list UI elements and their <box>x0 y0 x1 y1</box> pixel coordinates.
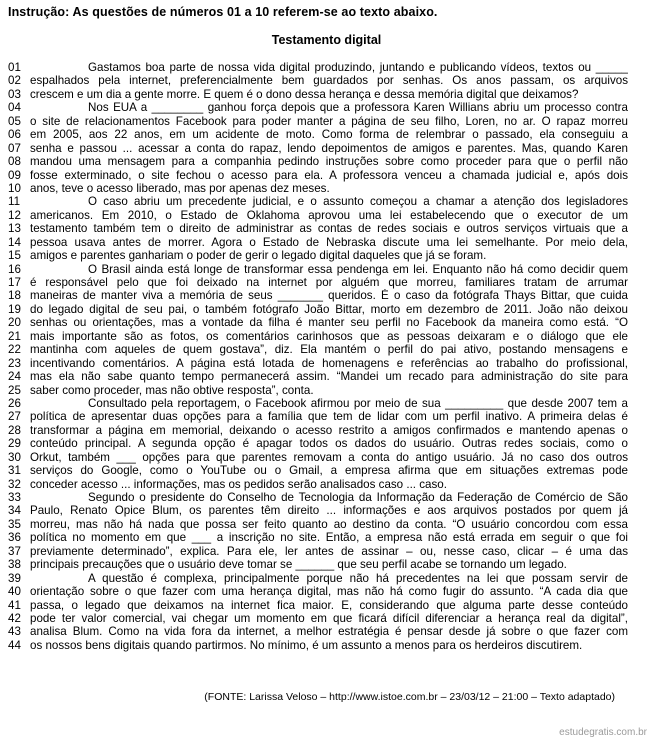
line-text: Paulo, Renato Opice Blum, os parentes têm direito ... informações e aos arquivos postados por quem já <box>30 504 628 518</box>
line-text: mandou uma mensagem para a companhia pedindo instruções sobre como proceder para que o perfil não <box>30 155 628 169</box>
line-number: 13 <box>8 222 21 236</box>
line-number: 07 <box>8 141 21 155</box>
line-text: O Brasil ainda está longe de transformar essa pendenga em lei. Enquanto não há como decidir quem <box>88 262 628 276</box>
text-line <box>8 612 628 625</box>
text-line <box>8 88 628 101</box>
line-number: 10 <box>8 181 21 195</box>
line-number: 30 <box>8 450 21 464</box>
text-line <box>8 330 628 343</box>
line-text: maneiras de manter viva a memória de seus _______ queridos. É o caso da fotógrafa Thays Bittar, que cuida <box>30 289 628 303</box>
line-number: 38 <box>8 558 21 572</box>
text-line <box>8 397 628 410</box>
line-number: 18 <box>8 289 21 303</box>
text-line <box>8 303 628 316</box>
line-number: 05 <box>8 114 21 128</box>
line-text: passa, o legado que deixamos na internet fica maior. E, considerando que alguma parte desse conteúdo <box>30 598 628 612</box>
text-line <box>8 128 628 141</box>
text-line <box>8 384 628 397</box>
line-number: 34 <box>8 504 21 518</box>
line-text: mas ela não sabe quanto tempo permanecerá assim. “Mandei um recado para administração do site para <box>30 370 628 384</box>
text-line <box>8 357 628 370</box>
line-number: 04 <box>8 101 21 115</box>
line-number: 23 <box>8 356 21 370</box>
line-text: amigos e parentes ganhariam o poder de gerir o legado digital daqueles que já se foram. <box>30 249 487 263</box>
text-line <box>8 639 628 652</box>
line-number: 33 <box>8 491 21 504</box>
line-text: principais precauções que o usuário deve tomar se ______ que seu perfil acabe se tornando um legado. <box>30 558 567 572</box>
line-number: 11 <box>8 195 21 209</box>
line-text: fosse exterminado, o site fechou o acesso para ela. A professora venceu a chamada judicial e, após dois <box>30 168 628 182</box>
text-line <box>8 236 628 249</box>
line-number: 40 <box>8 585 21 599</box>
line-number: 20 <box>8 316 21 330</box>
text-line <box>8 625 628 638</box>
line-text: morreu, mas não há nada que possa ser feito quanto ao destino da conta. “O usuário concordou com essa <box>30 517 628 531</box>
line-number: 36 <box>8 531 21 545</box>
text-line <box>8 142 628 155</box>
line-text: os nossos bens digitais quando partirmos. No mínimo, é um assunto a menos para os herdeiros discutirem. <box>30 638 583 652</box>
line-number: 43 <box>8 625 21 639</box>
line-text: pode ter valor comercial, vai chegar um momento em que ficará difícil diferenciar a herança real da digital”, <box>30 611 628 625</box>
text-line <box>8 572 628 585</box>
numbered-text-body <box>8 61 628 652</box>
text-line <box>8 599 628 612</box>
line-text: saber como proceder, mas não obtive resposta”, conta. <box>30 383 314 397</box>
text-line <box>8 155 628 168</box>
line-text: Consultado pela reportagem, o Facebook afirmou por meio de sua _________ que desde 2007 tem a <box>88 396 628 410</box>
line-text: Gastamos boa parte de nossa vida digital produzindo, juntando e publicando vídeos, textos ou _____ <box>88 61 628 74</box>
text-line <box>8 464 628 477</box>
line-text: em 2005, aos 22 anos, em um acidente de moto. Como forma de relembrar o passado, ela conseguiu a <box>30 128 628 142</box>
text-line <box>8 289 628 302</box>
line-number: 29 <box>8 437 21 451</box>
line-text: crescem e um dia a gente morre. E quem é o dono dessa herança e dessa memória digital que deixamos? <box>30 87 579 101</box>
line-text: senhas ou orientações, mas a vontade da filha é manter seu perfil no Facebook da maneira como está. “O <box>30 316 628 330</box>
line-text: orientação sobre o que fazer com uma herança digital, mas não há como fugir do assunto. “A cada dia que <box>30 585 628 599</box>
text-line <box>8 518 628 531</box>
text-line <box>8 101 628 114</box>
line-number: 02 <box>8 74 21 88</box>
line-number: 03 <box>8 87 21 101</box>
text-line <box>8 478 628 491</box>
line-number: 09 <box>8 168 21 182</box>
line-number: 32 <box>8 477 21 491</box>
line-number: 22 <box>8 343 21 357</box>
text-line <box>8 531 628 544</box>
line-number: 21 <box>8 329 21 343</box>
line-text: anos, teve o acesso liberado, mas por apenas dez meses. <box>30 181 330 195</box>
line-text: mais importante são as fotos, os comentários carinhosos que as pessoas deixaram e o diálogo que ele <box>30 329 628 343</box>
text-line <box>8 61 628 74</box>
line-number: 19 <box>8 302 21 316</box>
document-title: Testamento digital <box>271 33 382 47</box>
line-text: transformar a página em memorial, deixando o acesso restrito a amigos confirmados e mantendo apenas o <box>30 423 628 437</box>
line-text: é responsável pelo que foi deixado na internet por alguém que morreu, familiares tratam de arrumar <box>30 276 628 289</box>
text-line <box>8 491 628 504</box>
text-line <box>8 115 628 128</box>
line-text: Orkut, também ___ opções para que parentes removam a conta do antigo usuário. Já no caso dos outros <box>30 450 628 464</box>
line-text: incentivando comentários. A página está lotada de homenagens e referências ao trabalho do profissional, <box>30 356 628 370</box>
line-number: 15 <box>8 249 21 263</box>
line-number: 39 <box>8 571 21 585</box>
line-text: conceder acesso ... informações, mas os pedidos serão analisados caso ... caso. <box>30 477 447 491</box>
line-text: espalhados pela internet, preferencialmente bem guardados por senhas. Os anos passam, os arquivos <box>30 74 628 88</box>
text-line <box>8 263 628 276</box>
line-text: pessoa usava antes de morrer. Agora o Estado de Nebraska discute uma lei semelhante. Por meio dela, <box>30 235 628 249</box>
text-line <box>8 370 628 383</box>
line-text: Nos EUA a ________ ganhou força depois que a professora Karen Willians abriu um processo contra <box>88 101 628 115</box>
line-number: 08 <box>8 155 21 169</box>
line-number: 01 <box>8 61 21 74</box>
line-text: senha e passou ... acessar a conta do rapaz, lendo depoimentos de amigos e parentes. Mas, quando Karen <box>30 141 628 155</box>
text-line <box>8 343 628 356</box>
line-number: 26 <box>8 396 21 410</box>
text-line <box>8 249 628 262</box>
line-text: previamente determinado”, explica. Para ele, ler antes de assinar – ou, nesse caso, clicar – é uma das <box>30 544 628 558</box>
line-text: serviços do Google, como o YouTube ou o Gmail, a empresa afirma que em situações extremas pode <box>30 464 628 478</box>
text-line <box>8 195 628 208</box>
text-line <box>8 558 628 571</box>
line-text: A questão é complexa, principalmente porque não há precedentes na lei que possam servir de <box>88 571 628 585</box>
line-number: 25 <box>8 383 21 397</box>
line-number: 27 <box>8 410 21 424</box>
line-text: do legado digital de seu pai, o também fotógrafo João Bittar, morto em dezembro de 2011. João não deixou <box>30 302 628 316</box>
line-number: 16 <box>8 262 21 276</box>
line-number: 24 <box>8 370 21 384</box>
line-number: 31 <box>8 464 21 478</box>
line-number: 44 <box>8 638 21 652</box>
line-number: 17 <box>8 276 21 289</box>
line-text: testamento também tem o direito de administrar as contas de redes sociais e outros serviços virtuais que a <box>30 222 628 236</box>
line-number: 06 <box>8 128 21 142</box>
line-number: 35 <box>8 517 21 531</box>
line-text: o site de relacionamentos Facebook para poder manter a página de seu filho, Loren, no ar. O rapaz morreu <box>30 114 628 128</box>
text-line <box>8 74 628 87</box>
line-number: 28 <box>8 423 21 437</box>
text-line <box>8 424 628 437</box>
text-line <box>8 209 628 222</box>
instruction: Instrução: As questões de números 01 a 10 referem-se ao texto abaixo. <box>8 5 438 19</box>
text-line <box>8 585 628 598</box>
line-number: 37 <box>8 544 21 558</box>
text-line <box>8 437 628 450</box>
source-citation: (FONTE: Larissa Veloso – http://www.istoe.com.br – 23/03/12 – 21:00 – Texto adaptado) <box>204 691 615 703</box>
line-number: 42 <box>8 611 21 625</box>
site-watermark: estudegratis.com.br <box>559 727 647 738</box>
text-line <box>8 276 628 289</box>
text-line <box>8 451 628 464</box>
line-number: 41 <box>8 598 21 612</box>
text-line <box>8 504 628 517</box>
text-line <box>8 545 628 558</box>
line-text: analisa Blum. Como na vida fora da internet, a melhor estratégia é pensar desde já sobre o que fazer com <box>30 625 628 639</box>
text-line <box>8 169 628 182</box>
line-number: 12 <box>8 208 21 222</box>
line-text: conteúdo principal. A segunda opção é apagar todos os dados do usuário. Outras redes sociais, como o <box>30 437 628 451</box>
line-text: mantinha com aqueles de quem gostava”, diz. Ela mantém o perfil do pai ativo, postando mensagens e <box>30 343 628 357</box>
text-line <box>8 222 628 235</box>
text-line <box>8 182 628 195</box>
text-line <box>8 316 628 329</box>
line-text: Segundo o presidente do Conselho de Tecnologia da Informação da Federação de Comércio de São <box>88 491 628 504</box>
line-number: 14 <box>8 235 21 249</box>
text-line <box>8 410 628 423</box>
line-text: política no momento em que ___ a inscrição no site. Então, a empresa não está errada em seguir o que foi <box>30 531 628 545</box>
line-text: americanos. Em 2010, o Estado de Oklahoma aprovou uma lei estabelecendo que o executor de um <box>30 208 628 222</box>
line-text: O caso abriu um precedente judicial, e o assunto começou a chamar a atenção dos legisladores <box>88 195 628 209</box>
line-text: política de apresentar duas opções para a família que tem de lidar com um perfil inativo. A primeira delas é <box>30 410 628 424</box>
